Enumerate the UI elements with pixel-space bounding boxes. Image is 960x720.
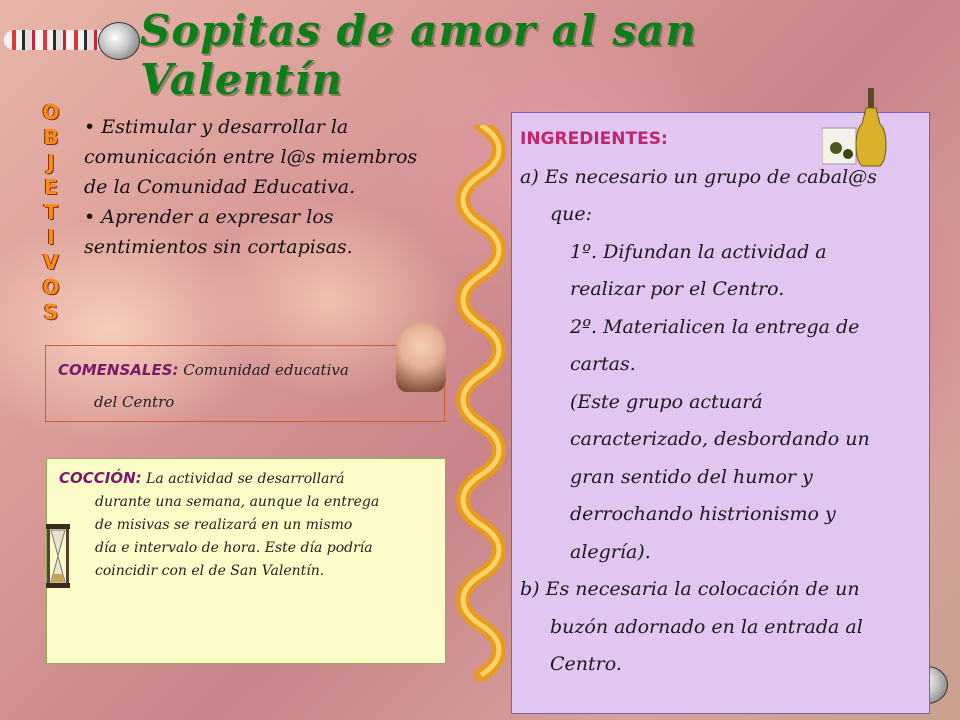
hourglass-icon [44,524,72,588]
slide-title: Sopitas de amor al san Valentín [140,6,697,104]
ingredient-line: gran sentido del humor y [570,465,813,488]
oil-bottle-icon [822,88,898,168]
objetivos-letter: I [47,225,55,249]
coccion-line: coincidir con el de San Valentín. [95,563,325,579]
objetivos-vertical-label [36,100,66,324]
objetivos-letter: B [43,125,59,149]
ingredient-line: alegría). [570,540,651,563]
objetivos-letter: O [42,275,60,299]
ingredientes-label: INGREDIENTES: [520,129,668,149]
coccion-line: día e intervalo de hora. Este día podría [95,540,373,556]
ingredientes-box [511,112,930,714]
objective-item: • Estimular y desarrollar la comunicación entre l@s miembros de la Comunidad Educativa. [84,116,418,198]
coccion-line: de misivas se realizará en un mismo [95,517,353,533]
comensales-text-2: del Centro [94,393,175,411]
objetivos-letter: O [42,100,60,124]
objetivos-letter: V [43,250,59,274]
objetivos-letter: S [43,300,59,324]
objectives-list [84,112,444,262]
ingredient-line: cartas. [570,353,636,375]
coccion-line: durante una semana, aunque la entrega [95,494,380,510]
ingredient-line: 1º. Difundan la actividad a [570,240,827,263]
paintbrush-icon-top [4,22,140,58]
ingredient-line: buzón adornado en la entrada al [550,615,863,638]
objetivos-letter: T [44,200,58,224]
objective-item: • Aprender a expresar los sentimientos sin cortapisas. [84,206,353,258]
comensales-label: COMENSALES: [58,361,179,379]
coccion-label: COCCIÓN: [59,469,142,487]
baby-photo [396,322,446,392]
ingredient-line: caracterizado, desbordando un [570,428,870,450]
ingredient-line: b) Es necesaria la colocación de un [520,578,860,600]
ingredient-line: a) Es necesario un grupo de cabal@s [520,165,877,188]
coccion-box [46,458,446,664]
orange-peel-spiral [455,125,507,685]
objetivos-letter: E [44,175,58,199]
comensales-box [45,345,445,422]
coccion-line: La actividad se desarrollará [146,471,345,487]
comensales-text: Comunidad educativa [183,361,349,379]
ingredient-line: realizar por el Centro. [570,278,785,300]
ingredient-line: que: [550,203,593,225]
ingredient-line: (Este grupo actuará [570,390,763,413]
ingredient-line: 2º. Materialicen la entrega de [570,315,860,338]
ingredient-line: derrochando histrionismo y [570,503,836,525]
ingredient-line: Centro. [550,653,622,675]
objetivos-letter: J [47,150,55,174]
